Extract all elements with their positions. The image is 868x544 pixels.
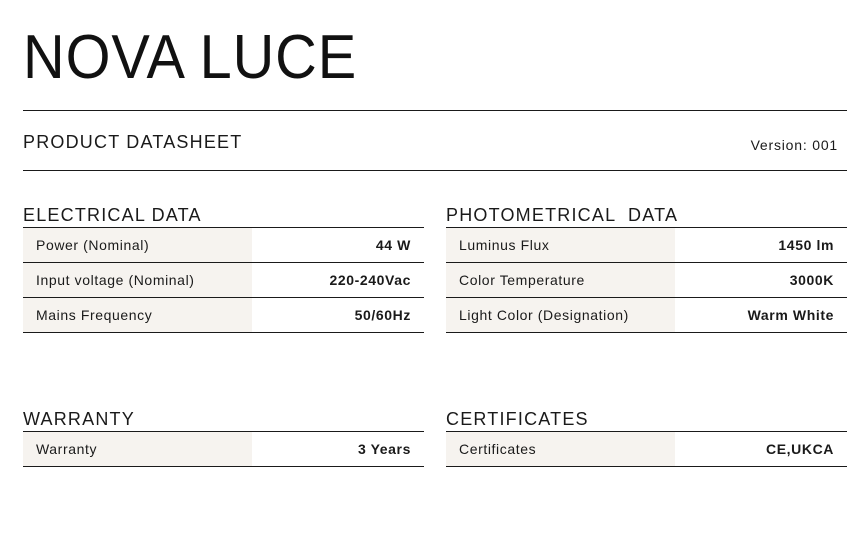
photometrical-data-section: [446, 203, 847, 333]
row-label: Power (Nominal): [23, 228, 252, 262]
row-label: Warranty: [23, 432, 252, 466]
row-label: Luminus Flux: [446, 228, 675, 262]
row-label: Mains Frequency: [23, 298, 252, 332]
row-label: Input voltage (Nominal): [23, 263, 252, 297]
row-label: Light Color (Designation): [446, 298, 675, 332]
table-row: [446, 298, 847, 333]
row-value: 50/60Hz: [354, 307, 411, 323]
header-bottom-divider: [23, 170, 847, 171]
header-top-divider: [23, 110, 847, 111]
table-row: [23, 263, 424, 298]
warranty-section: [23, 407, 424, 467]
table-row: [446, 263, 847, 298]
row-value: 44 W: [375, 237, 411, 253]
row-value: Warm White: [747, 307, 834, 323]
table-row: [23, 432, 424, 467]
section-title: WARRANTY: [23, 407, 424, 432]
table-row: [446, 228, 847, 263]
section-title: CERTIFICATES: [446, 407, 847, 432]
table-row: [446, 432, 847, 467]
table-row: [23, 298, 424, 333]
row-value: 220-240Vac: [329, 272, 411, 288]
row-label: Certificates: [446, 432, 675, 466]
row-value: 3000K: [789, 272, 834, 288]
electrical-data-section: [23, 203, 424, 333]
section-title: ELECTRICAL DATA: [23, 203, 424, 228]
brand-logo: NOVA LUCE: [23, 23, 358, 92]
version-label: Version: 001: [750, 137, 838, 153]
certificates-section: [446, 407, 847, 467]
row-value: 1450 lm: [778, 237, 834, 253]
section-title: PHOTOMETRICAL DATA: [446, 203, 847, 228]
row-value: 3 Years: [358, 441, 411, 457]
document-title: PRODUCT DATASHEET: [23, 132, 243, 152]
table-row: [23, 228, 424, 263]
row-label: Color Temperature: [446, 263, 675, 297]
row-value: CE,UKCA: [766, 441, 834, 457]
